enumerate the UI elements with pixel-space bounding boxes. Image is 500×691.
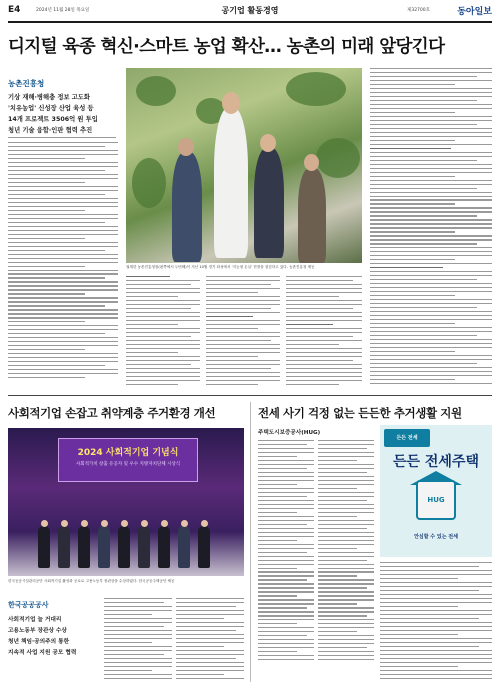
left-photo-caption: 한국공공시설관리공단 사회적기업 활성화 공로로 고용노동부 장관상을 수상하였다. 한국공공주택공단 제공 [8,579,175,583]
left-article-headline: 사회적기업 손잡고 취약계층 주거환경 개선 [8,406,216,420]
main-subhead: 청년 기술 융합·인판 협력 추진 [8,127,93,134]
header-divider [8,21,492,23]
main-byline: 농촌진흥청 [8,79,45,88]
left-body-col-1 [104,598,172,684]
banner-title: 2024 사회적기업 기념식 [77,448,179,458]
main-body-col-3 [206,276,280,390]
column-divider [250,402,251,682]
left-body-col-2 [176,598,244,684]
left-subhead: 고용노동부 장관상 수상 [8,628,67,634]
main-subhead: 14개 프로젝트 3506억 원 투입 [8,116,98,123]
newspaper-logo: 동아일보 [457,7,492,17]
graphic-caption: 안심할 수 있는 전세 [414,534,458,540]
section-divider [8,395,492,396]
page-header [8,5,492,19]
section-title: 공기업 활동경영 [221,6,279,15]
main-body-col-5 [370,68,492,390]
graphic-top-label: 든든 전세 [384,429,430,447]
jeonse-graphic [380,425,492,557]
main-article-photo [126,68,362,263]
main-subheads [8,92,118,136]
page-number: E4 [8,5,21,15]
main-headline: 디지털 육종 혁신·스마트 농업 확산… 농촌의 미래 앞당긴다 [8,37,445,57]
main-body-col-1 [8,142,118,390]
main-subhead: '치유농업' 신성장 산업 육성 등 [8,105,94,112]
subhead-divider [8,137,116,138]
right-body-col-2 [318,440,374,684]
issue-number: 제32700호 [406,8,430,13]
right-body-col-3 [380,562,492,684]
main-subhead: 기상 재해·병해충 정보 고도화 [8,94,90,101]
left-subhead: 청년 책임·공의주의 통한 [8,639,70,645]
right-body-col-1 [258,440,314,684]
left-article-subheads [8,615,100,659]
main-body-col-2 [126,276,200,390]
right-article-headline: 전세 사기 걱정 없는 든든한 추거생활 지원 [258,406,462,420]
house-label: HUG [427,496,445,504]
main-photo-caption: 권재한 농촌진흥청장(왼쪽에서 두번째)이 지난 10월 경기 화성에서 '지능형 온실' 현장을 점검하고 있다. 농촌진흥청 제공 [126,265,315,269]
main-body-col-4 [286,276,362,390]
left-article-photo [8,428,244,576]
house-icon [416,480,456,520]
graphic-title: 든든 전세주택 [392,454,480,470]
banner-subtitle: 사회적가치 창출 유공자 및 우수 지방자치단체 시상식 [75,462,181,467]
publication-date: 2024년 11월 28일 목요일 [36,8,90,13]
ceremony-banner [58,438,198,482]
left-subhead: 사회적기업 늘 거대리 [8,617,62,623]
left-subhead: 지속적 사업 지원 공모 협력 [8,650,77,656]
right-article-byline: 주택도시보증공사(HUG) [258,430,321,436]
left-article-byline: 한국공공공사 [8,601,49,609]
